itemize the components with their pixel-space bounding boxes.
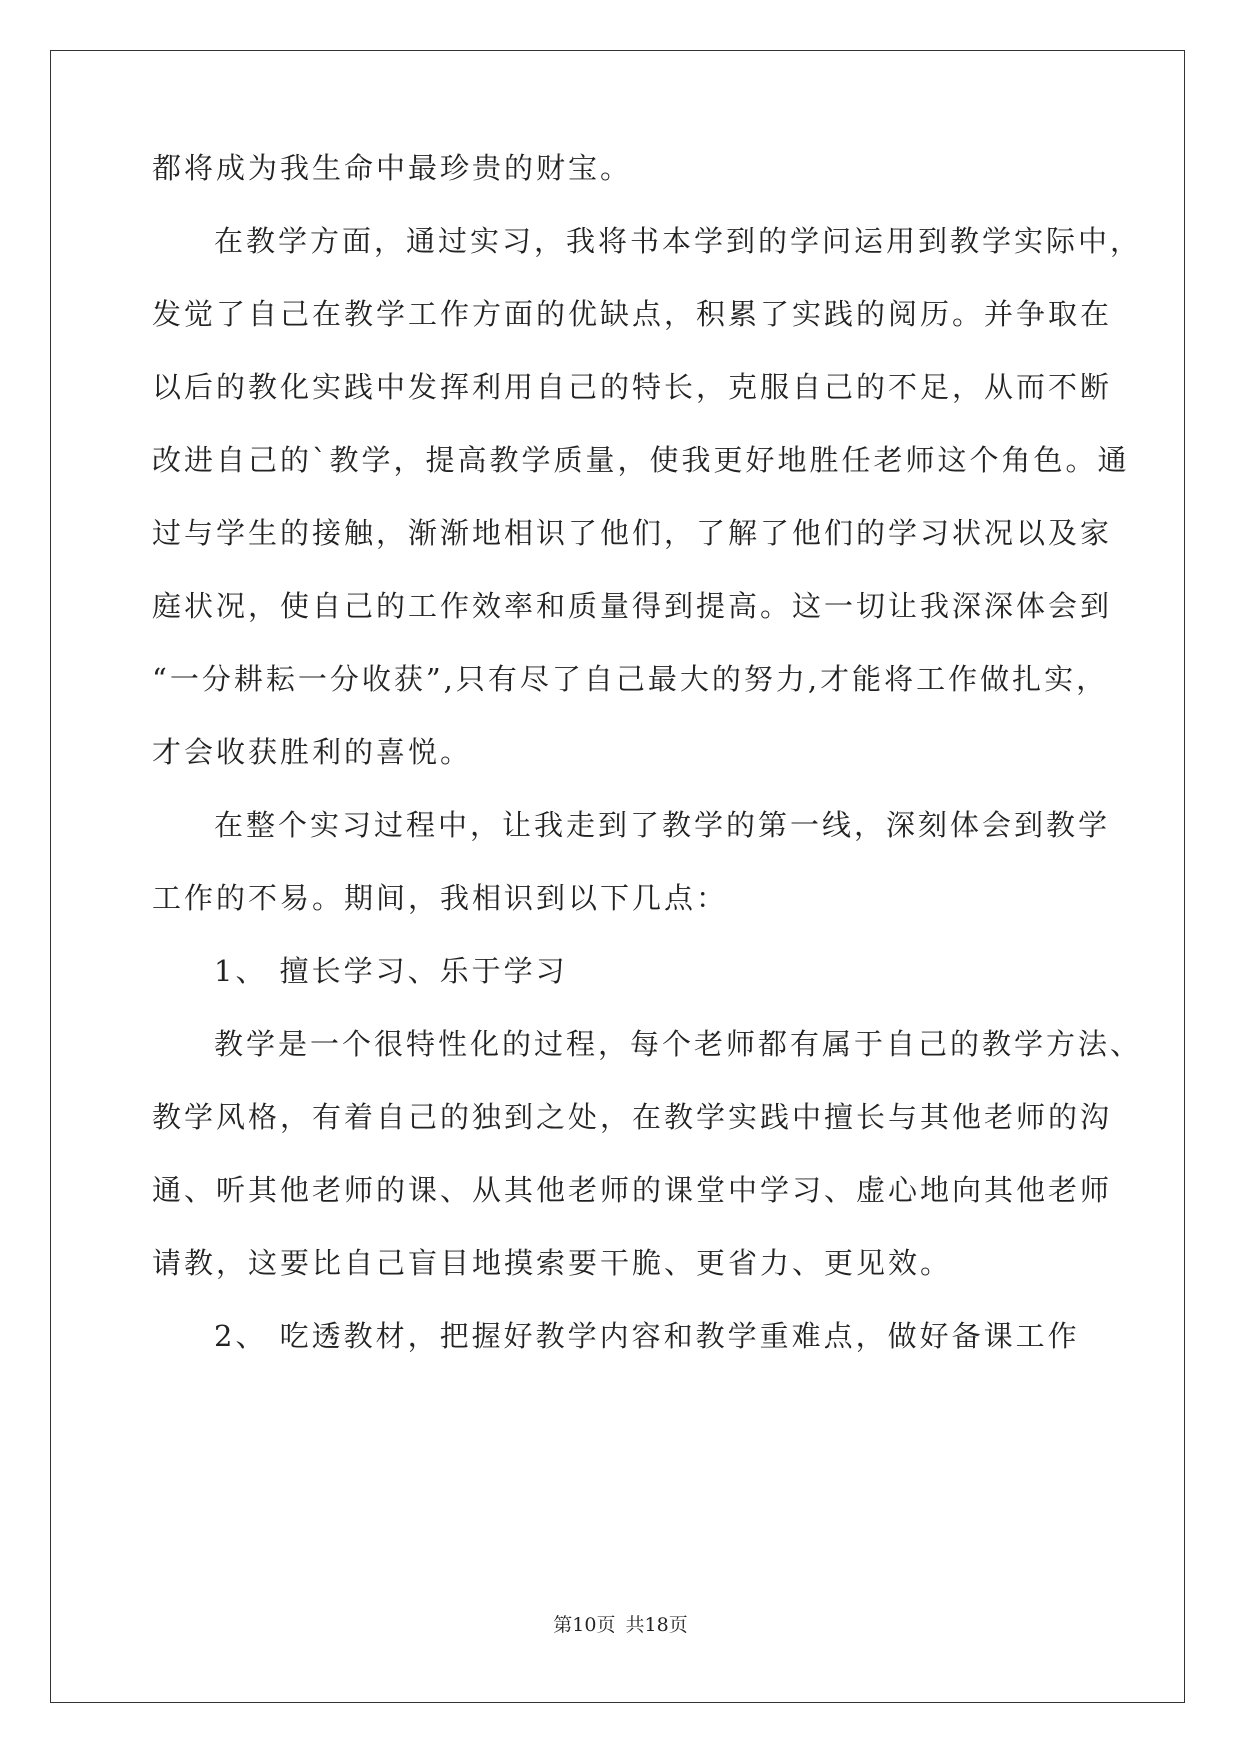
text-line-2: 在教学方面，通过实习，我将书本学到的学问运用到教学实际中， xyxy=(214,224,1143,258)
text-line-1: 都将成为我生命中最珍贵的财宝。 xyxy=(152,151,633,185)
list-heading-2: 2、 吃透教材，把握好教学内容和教学重难点，做好备课工作 xyxy=(214,1319,1080,1353)
page-number: 第10页 xyxy=(553,1614,616,1636)
text-line-15: 通、听其他老师的课、从其他老师的课堂中学习、虚心地向其他老师 xyxy=(152,1173,1113,1207)
text-line-3: 发觉了自己在教学工作方面的优缺点，积累了实践的阅历。并争取在 xyxy=(152,297,1113,331)
text-line-9: 才会收获胜利的喜悦。 xyxy=(152,735,473,769)
text-line-6: 过与学生的接触，渐渐地相识了他们，了解了他们的学习状况以及家 xyxy=(152,516,1113,550)
page-total: 共18页 xyxy=(625,1614,688,1636)
page-footer xyxy=(0,1610,1241,1637)
text-line-4: 以后的教化实践中发挥利用自己的特长，克服自己的不足，从而不断 xyxy=(152,370,1113,404)
text-line-11: 工作的不易。期间，我相识到以下几点： xyxy=(152,881,729,915)
text-line-16: 请教，这要比自己盲目地摸索要干脆、更省力、更见效。 xyxy=(152,1246,953,1280)
text-line-13: 教学是一个很特性化的过程，每个老师都有属于自己的教学方法、 xyxy=(214,1027,1143,1061)
text-line-8: “一分耕耘一分收获”,只有尽了自己最大的努力,才能将工作做扎实， xyxy=(152,662,1109,696)
text-line-7: 庭状况，使自己的工作效率和质量得到提高。这一切让我深深体会到 xyxy=(152,589,1113,623)
text-line-10: 在整个实习过程中，让我走到了教学的第一线，深刻体会到教学 xyxy=(214,808,1111,842)
list-heading-1: 1、 擅长学习、乐于学习 xyxy=(214,954,568,988)
text-line-5: 改进自己的`教学，提高教学质量，使我更好地胜任老师这个角色。通 xyxy=(152,443,1130,477)
text-line-14: 教学风格，有着自己的独到之处，在教学实践中擅长与其他老师的沟 xyxy=(152,1100,1113,1134)
